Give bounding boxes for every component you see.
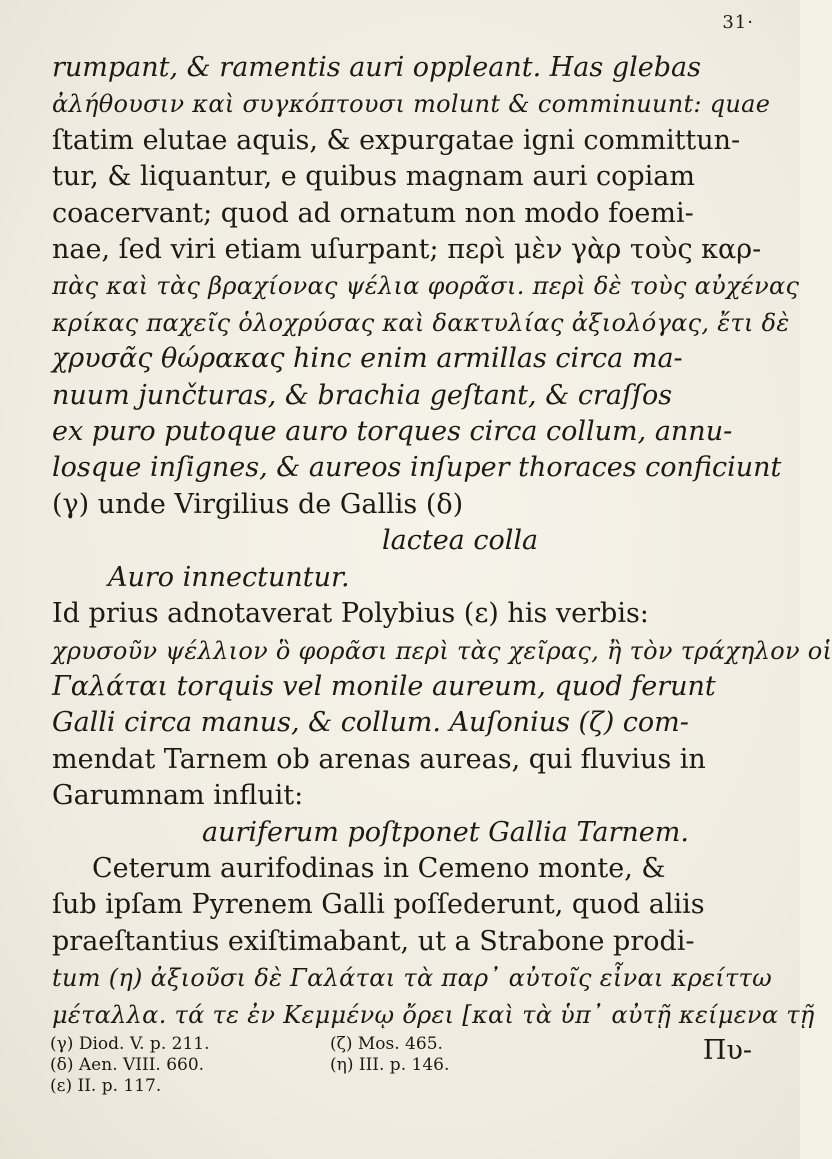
footnotes-right [330,1034,449,1076]
text-line: ex puro putoque auro torques circa collum, annu- [52,416,733,448]
text-line: Galli circa manus, & collum. Auſonius (ζ) com- [52,707,689,739]
text-line: Ceterum aurifodinas in Cemeno monte, & [92,852,666,884]
text-line: losque inſignes, & aureos inſuper thoraces conficiunt [52,452,782,484]
text-line: coacervant; quod ad ornatum non modo foemi- [52,197,694,229]
text-line: nuum junčturas, & brachia geſtant, & craſſos [52,379,673,411]
text-line: μέταλλα. τά τε ἐν Κεμμένῳ ὄρει [καὶ τὰ ὑπ᾽ αὐτῇ κείμενα τῇ [52,1000,815,1029]
text-line: πὰς καὶ τὰς βραχίονας ψέλια φορᾶσι. περὶ δὲ τοὺς αὐχένας [52,272,800,301]
text-line: nae, ſed viri etiam uſurpant; περὶ μὲν γὰρ τοὺς καρ- [52,234,762,266]
footnote: (η) III. p. 146. [330,1055,450,1075]
text-line: praeſtantius exiſtimabant, ut a Strabone prodi- [52,925,695,957]
verse-line: auriferum poſtponet Gallia Tarnem. [202,816,689,848]
text-line: Garumnam influit: [52,780,304,812]
text-line: ſtatim elutae aquis, & expurgatae igni committun- [52,124,741,156]
text-line: Γαλάται torquis vel monile aureum, quod ferunt [52,670,716,702]
text-line: mendat Tarnem ob arenas aureas, qui fluvius in [52,743,706,775]
text-line: κρίκας παχεῖς ὁλοχρύσας καὶ δακτυλίας ἀξιολόγας, ἔτι δὲ [52,308,790,337]
footnote: (δ) Aen. VIII. 660. [50,1055,205,1075]
verse-line: Auro innectuntur. [108,561,350,593]
text-line: rumpant, & ramentis auri oppleant. Has glebas [52,52,701,83]
page-number: 31· [722,12,754,33]
footnote: (ζ) Mos. 465. [330,1034,443,1054]
text-line: χρυσᾶς θώρακας hinc enim armillas circa ma- [52,343,683,375]
footnotes-left [50,1034,209,1097]
verse-line: lactea colla [382,525,539,557]
text-line: ſub ipſam Pyrenem Galli poſſederunt, quod aliis [52,889,705,921]
text-line: tum (η) ἀξιοῦσι δὲ Γαλάται τὰ παρ᾽ αὐτοῖς εἶναι κρείττω [52,964,772,993]
text-line: ἀλήθουσιν καὶ συγκόπτουσι molunt & comminuunt: quae [52,90,771,119]
body-text [52,50,832,1069]
footnote: (ε) II. p. 117. [50,1076,162,1096]
catchword: Πυ- [702,1034,752,1066]
footnote: (γ) Diod. V. p. 211. [50,1034,210,1054]
text-line: tur, & liquantur, e quibus magnam auri copiam [52,161,695,193]
text-line: χρυσοῦν ψέλλιον ὃ φορᾶσι περὶ τὰς χεῖρας, ἢ τὸν τράχηλον οἱ [52,636,832,665]
text-line: (γ) unde Virgilius de Gallis (δ) [52,488,464,520]
text-line: Id prius adnotaverat Polybius (ε) his verbis: [52,598,649,630]
